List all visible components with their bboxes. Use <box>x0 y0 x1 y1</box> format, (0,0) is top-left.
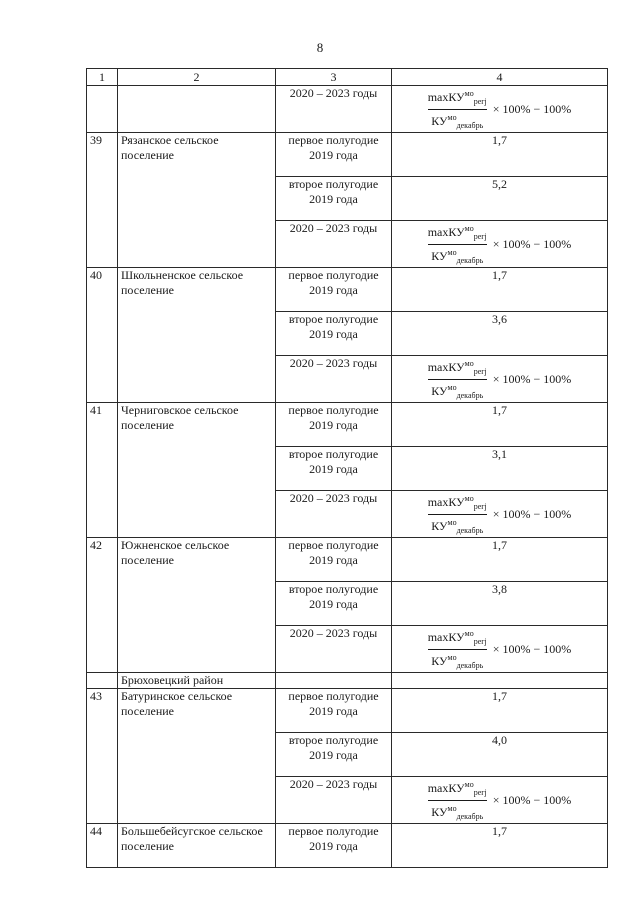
formula-cell <box>392 777 608 824</box>
formula-tail: × 100% − 100% <box>492 793 572 808</box>
fraction-bar <box>428 379 487 380</box>
period-cell: второе полугодие 2019 года <box>276 582 392 626</box>
period-cell: 2020 – 2023 годы <box>276 86 392 133</box>
growth-formula <box>428 626 572 672</box>
entry-number: 40 <box>87 268 118 403</box>
entry-name: Большебейсугское сельское поселение <box>118 824 276 868</box>
formula-tail: × 100% − 100% <box>492 237 572 252</box>
region-name: Брюховецкий район <box>118 673 276 689</box>
table-row <box>87 268 608 312</box>
period-cell: второе полугодие 2019 года <box>276 312 392 356</box>
page-number: 8 <box>316 40 324 55</box>
fraction-bar <box>428 800 487 801</box>
entry-number: 39 <box>87 133 118 268</box>
formula-numerator: maxКУ$^{мо}_{регj}$ <box>427 494 487 511</box>
period-cell: первое полугодие 2019 года <box>276 133 392 177</box>
formula-cell <box>392 221 608 268</box>
period-cell: 2020 – 2023 годы <box>276 626 392 673</box>
period-cell: второе полугодие 2019 года <box>276 733 392 777</box>
entry-number <box>87 86 118 133</box>
formula-numerator: maxКУ$^{мо}_{регj}$ <box>427 359 487 376</box>
entry-name <box>118 86 276 133</box>
formula-denominator: $КУ^{мо}_{декабрь}$ <box>431 653 484 670</box>
formula-fraction <box>428 627 487 672</box>
value-cell: 4,0 <box>392 733 608 777</box>
table-row <box>87 824 608 868</box>
value-cell: 1,7 <box>392 133 608 177</box>
formula-denominator: $КУ^{мо}_{декабрь}$ <box>431 248 484 265</box>
table-row <box>87 689 608 733</box>
period-cell <box>276 673 392 689</box>
period-cell: первое полугодие 2019 года <box>276 403 392 447</box>
entry-number: 44 <box>87 824 118 868</box>
growth-formula <box>428 356 572 402</box>
entry-name: Школьненское сельское поселение <box>118 268 276 403</box>
entry-number: 43 <box>87 689 118 824</box>
formula-numerator: maxКУ$^{мо}_{регj}$ <box>427 629 487 646</box>
formula-numerator: maxКУ$^{мо}_{регj}$ <box>427 224 487 241</box>
formula-denominator: $КУ^{мо}_{декабрь}$ <box>431 113 484 130</box>
period-cell: 2020 – 2023 годы <box>276 491 392 538</box>
formula-denominator: $КУ^{мо}_{декабрь}$ <box>431 804 484 821</box>
value-cell: 1,7 <box>392 403 608 447</box>
formula-cell <box>392 356 608 403</box>
formula-numerator: maxКУ$^{мо}_{регj}$ <box>427 89 487 106</box>
table-row <box>87 403 608 447</box>
value-cell: 1,7 <box>392 689 608 733</box>
formula-cell <box>392 626 608 673</box>
value-cell: 5,2 <box>392 177 608 221</box>
growth-formula <box>428 221 572 267</box>
value-cell: 1,7 <box>392 268 608 312</box>
period-cell: первое полугодие 2019 года <box>276 824 392 868</box>
formula-fraction <box>428 222 487 267</box>
formula-cell <box>392 491 608 538</box>
period-cell: первое полугодие 2019 года <box>276 538 392 582</box>
formula-denominator: $КУ^{мо}_{декабрь}$ <box>431 383 484 400</box>
header-cell: 3 <box>276 69 392 86</box>
period-cell: 2020 – 2023 годы <box>276 777 392 824</box>
entry-number: 41 <box>87 403 118 538</box>
value-cell: 3,6 <box>392 312 608 356</box>
growth-formula <box>428 777 572 823</box>
region-row <box>87 673 608 689</box>
value-cell: 3,1 <box>392 447 608 491</box>
entry-name: Батуринское сельское поселение <box>118 689 276 824</box>
entry-name: Рязанское сельское поселение <box>118 133 276 268</box>
table-row <box>87 538 608 582</box>
formula-cell <box>392 86 608 133</box>
growth-formula <box>428 86 572 132</box>
entry-number: 42 <box>87 538 118 673</box>
period-cell: второе полугодие 2019 года <box>276 447 392 491</box>
formula-fraction <box>428 778 487 823</box>
header-cell: 1 <box>87 69 118 86</box>
fraction-bar <box>428 109 487 110</box>
formula-fraction <box>428 492 487 537</box>
value-cell <box>392 673 608 689</box>
entry-name: Черниговское сельское поселение <box>118 403 276 538</box>
formula-denominator: $КУ^{мо}_{декабрь}$ <box>431 518 484 535</box>
header-cell: 2 <box>118 69 276 86</box>
period-cell: первое полугодие 2019 года <box>276 689 392 733</box>
period-cell: 2020 – 2023 годы <box>276 221 392 268</box>
fraction-bar <box>428 649 487 650</box>
entry-name: Южненское сельское поселение <box>118 538 276 673</box>
formula-fraction <box>428 87 487 132</box>
formula-tail: × 100% − 100% <box>492 642 572 657</box>
formula-tail: × 100% − 100% <box>492 507 572 522</box>
entry-number <box>87 673 118 689</box>
value-cell: 1,7 <box>392 538 608 582</box>
table-header-row <box>87 69 608 86</box>
fraction-bar <box>428 244 487 245</box>
tariff-table <box>86 68 608 868</box>
table-row <box>87 86 608 133</box>
formula-tail: × 100% − 100% <box>492 102 572 117</box>
value-cell: 1,7 <box>392 824 608 868</box>
formula-fraction <box>428 357 487 402</box>
table-row <box>87 133 608 177</box>
period-cell: первое полугодие 2019 года <box>276 268 392 312</box>
formula-numerator: maxКУ$^{мо}_{регj}$ <box>427 780 487 797</box>
formula-tail: × 100% − 100% <box>492 372 572 387</box>
growth-formula <box>428 491 572 537</box>
period-cell: 2020 – 2023 годы <box>276 356 392 403</box>
fraction-bar <box>428 514 487 515</box>
header-cell: 4 <box>392 69 608 86</box>
value-cell: 3,8 <box>392 582 608 626</box>
period-cell: второе полугодие 2019 года <box>276 177 392 221</box>
